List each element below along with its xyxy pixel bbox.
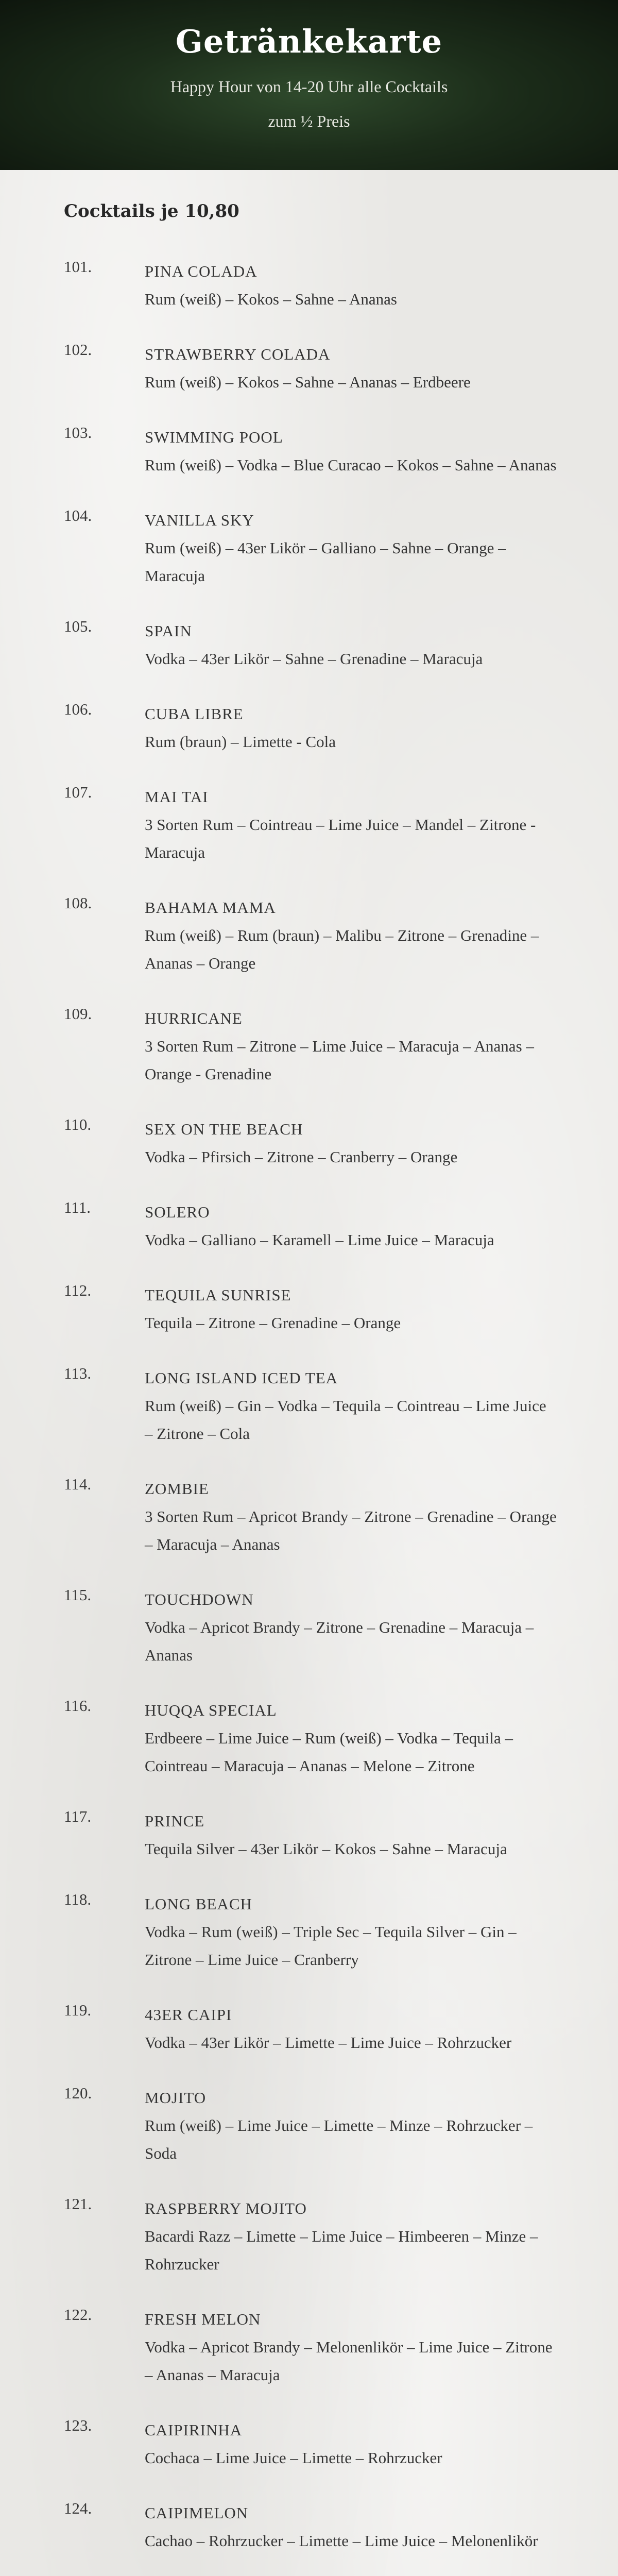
item-name: CAIPIRINHA <box>145 2421 243 2439</box>
item-name: SEX ON THE BEACH <box>145 1120 303 1138</box>
item-body <box>145 506 557 590</box>
item-number: 103. <box>64 423 92 442</box>
item-ingredients: Rum (weiß) – Lime Juice – Limette – Minze – Rohrzucker – Soda <box>145 2116 533 2162</box>
menu-item <box>0 2499 618 2555</box>
item-name: STRAWBERRY COLADA <box>145 345 331 363</box>
item-name: MAI TAI <box>145 788 209 806</box>
item-number: 110. <box>64 1115 92 1133</box>
menu-item <box>0 506 618 590</box>
item-number: 107. <box>64 783 92 801</box>
item-number: 120. <box>64 2084 92 2102</box>
menu-item <box>0 2001 618 2057</box>
item-name: SPAIN <box>145 622 192 640</box>
menu-item <box>0 617 618 673</box>
item-name: 43ER CAIPI <box>145 2006 232 2024</box>
item-ingredients: Cachao – Rohrzucker – Limette – Lime Juice – Melonenlikör <box>145 2532 538 2550</box>
item-number: 105. <box>64 617 92 635</box>
item-name: PRINCE <box>145 1812 205 1830</box>
item-body <box>145 1475 557 1558</box>
item-ingredients: Bacardi Razz – Limette – Lime Juice – Himbeeren – Minze – Rohrzucker <box>145 2227 538 2273</box>
item-ingredients: Vodka – Rum (weiß) – Triple Sec – Tequila Silver – Gin – Zitrone – Lime Juice – Cranberry <box>145 1923 517 1969</box>
half-price-line: zum ½ Preis <box>268 112 350 130</box>
menu-item <box>0 894 618 977</box>
item-number: 104. <box>64 506 92 524</box>
menu-item <box>0 341 618 396</box>
item-body <box>145 2001 557 2057</box>
menu-item <box>0 1115 618 1171</box>
item-number: 114. <box>64 1475 92 1493</box>
item-ingredients: Vodka – 43er Likör – Sahne – Grenadine – Maracuja <box>145 650 483 668</box>
item-ingredients: Vodka – Pfirsich – Zitrone – Cranberry – Orange <box>145 1148 458 1166</box>
item-number: 111. <box>64 1198 91 1216</box>
item-name: PINA COLADA <box>145 262 258 280</box>
item-name: SOLERO <box>145 1203 210 1221</box>
item-ingredients: Vodka – Apricot Brandy – Melonenlikör – Lime Juice – Zitrone – Ananas – Maracuja <box>145 2338 553 2384</box>
item-number: 124. <box>64 2499 92 2517</box>
menu-item <box>0 1890 618 1974</box>
item-body <box>145 894 557 977</box>
happy-hour-line: Happy Hour von 14-20 Uhr alle Cocktails <box>170 77 448 96</box>
item-name: CAIPIMELON <box>145 2504 249 2522</box>
item-number: 123. <box>64 2416 92 2434</box>
menu-item <box>0 2306 618 2389</box>
item-name: TEQUILA SUNRISE <box>145 1286 291 1304</box>
menu-item <box>0 1475 618 1558</box>
menu-item <box>0 1807 618 1863</box>
item-number: 119. <box>64 2001 92 2019</box>
section-title-cocktails: Cocktails je 10,80 <box>64 201 239 222</box>
item-body <box>145 2499 557 2555</box>
item-body <box>145 617 557 673</box>
menu-item <box>0 1198 618 1254</box>
item-number: 108. <box>64 894 92 912</box>
item-body <box>145 423 557 479</box>
menu-item <box>0 1005 618 1088</box>
item-name: CUBA LIBRE <box>145 705 244 723</box>
item-body <box>145 1281 557 1337</box>
item-name: MOJITO <box>145 2089 207 2107</box>
item-number: 112. <box>64 1281 92 1299</box>
item-name: VANILLA SKY <box>145 511 254 529</box>
item-body <box>145 341 557 396</box>
item-ingredients: Rum (weiß) – Kokos – Sahne – Ananas – Erdbeere <box>145 373 471 391</box>
item-ingredients: 3 Sorten Rum – Apricot Brandy – Zitrone – Grenadine – Orange – Maracuja – Ananas <box>145 1507 557 1553</box>
item-name: HUQQA SPECIAL <box>145 1701 277 1719</box>
item-name: FRESH MELON <box>145 2310 261 2328</box>
item-number: 121. <box>64 2195 92 2213</box>
item-body <box>145 1115 557 1171</box>
item-body <box>145 1005 557 1088</box>
header-banner <box>0 0 618 170</box>
item-ingredients: 3 Sorten Rum – Cointreau – Lime Juice – Mandel – Zitrone - Maracuja <box>145 816 536 861</box>
item-ingredients: Tequila Silver – 43er Likör – Kokos – Sahne – Maracuja <box>145 1840 507 1858</box>
item-name: TOUCHDOWN <box>145 1590 254 1608</box>
item-name: BAHAMA MAMA <box>145 899 276 917</box>
menu-item <box>0 2195 618 2278</box>
item-body <box>145 2084 557 2167</box>
item-body <box>145 1697 557 1780</box>
item-body <box>145 1364 557 1448</box>
item-body <box>145 783 557 867</box>
item-name: ZOMBIE <box>145 1480 209 1498</box>
item-number: 106. <box>64 700 92 718</box>
item-ingredients: Erdbeere – Lime Juice – Rum (weiß) – Vodka – Tequila – Cointreau – Maracuja – Ananas – Melone – Zitrone <box>145 1729 513 1775</box>
menu-item <box>0 783 618 867</box>
menu-item <box>0 2416 618 2472</box>
menu-item <box>0 1586 618 1669</box>
item-name: LONG BEACH <box>145 1895 252 1913</box>
item-ingredients: 3 Sorten Rum – Zitrone – Lime Juice – Maracuja – Ananas – Orange - Grenadine <box>145 1037 534 1083</box>
item-ingredients: Cochaca – Lime Juice – Limette – Rohrzucker <box>145 2449 442 2467</box>
item-name: RASPBERRY MOJITO <box>145 2199 307 2217</box>
item-ingredients: Rum (weiß) – Rum (braun) – Malibu – Zitrone – Grenadine – Ananas – Orange <box>145 926 539 972</box>
item-body <box>145 258 557 313</box>
menu-item <box>0 2084 618 2167</box>
item-ingredients: Vodka – Galliano – Karamell – Lime Juice – Maracuja <box>145 1231 494 1249</box>
item-body <box>145 1586 557 1669</box>
item-body <box>145 1198 557 1254</box>
item-number: 102. <box>64 341 92 359</box>
item-number: 113. <box>64 1364 92 1382</box>
item-body <box>145 700 557 756</box>
item-ingredients: Vodka – 43er Likör – Limette – Lime Juice – Rohrzucker <box>145 2033 512 2052</box>
item-ingredients: Rum (weiß) – 43er Likör – Galliano – Sahne – Orange – Maracuja <box>145 539 506 585</box>
item-number: 109. <box>64 1005 92 1023</box>
item-name: LONG ISLAND ICED TEA <box>145 1369 338 1387</box>
cocktail-list <box>0 258 618 2576</box>
menu-item <box>0 1697 618 1780</box>
menu-item <box>0 1364 618 1448</box>
item-body <box>145 2416 557 2472</box>
item-number: 122. <box>64 2306 92 2324</box>
item-body <box>145 1890 557 1974</box>
menu-item <box>0 700 618 756</box>
page-title: Getränkekarte <box>175 23 443 60</box>
item-body <box>145 1807 557 1863</box>
item-ingredients: Rum (weiß) – Vodka – Blue Curacao – Kokos – Sahne – Ananas <box>145 456 557 474</box>
item-number: 116. <box>64 1697 92 1715</box>
item-name: SWIMMING POOL <box>145 428 283 446</box>
item-number: 101. <box>64 258 92 276</box>
item-body <box>145 2306 557 2389</box>
item-number: 117. <box>64 1807 92 1825</box>
menu-item <box>0 1281 618 1337</box>
item-number: 115. <box>64 1586 92 1604</box>
item-number: 118. <box>64 1890 92 1908</box>
item-name: HURRICANE <box>145 1009 243 1027</box>
item-ingredients: Rum (braun) – Limette - Cola <box>145 733 336 751</box>
item-ingredients: Rum (weiß) – Kokos – Sahne – Ananas <box>145 290 397 308</box>
item-body <box>145 2195 557 2278</box>
menu-item <box>0 258 618 313</box>
item-ingredients: Vodka – Apricot Brandy – Zitrone – Grenadine – Maracuja – Ananas <box>145 1618 534 1664</box>
item-ingredients: Tequila – Zitrone – Grenadine – Orange <box>145 1314 401 1332</box>
menu-item <box>0 423 618 479</box>
item-ingredients: Rum (weiß) – Gin – Vodka – Tequila – Cointreau – Lime Juice – Zitrone – Cola <box>145 1397 546 1443</box>
